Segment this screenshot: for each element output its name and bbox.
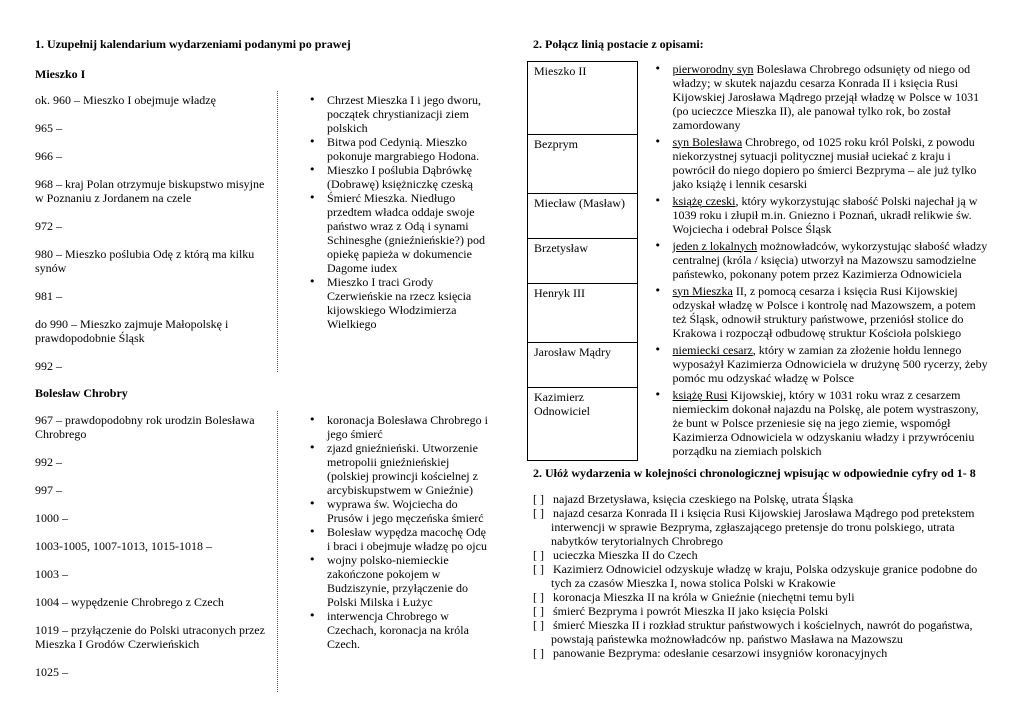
description-text: możnowładców, wykorzystując słabość władzy centralnej (króla / księcia) utworzył na Mazowszu samodzielne państewko, pokonany potem przez Kazimierza Odnowiciela xyxy=(672,238,988,281)
order-number-box[interactable]: [ ] xyxy=(533,646,544,660)
order-item-text: koronacja Mieszka II na króla w Gnieźnie (niechętni temu byli xyxy=(553,590,855,604)
order-item xyxy=(533,562,1003,590)
event-item: • wyprawa św. Wojciecha do Prusów i jego męczeńska śmierć xyxy=(305,497,490,525)
matching-table xyxy=(527,61,991,461)
divider xyxy=(277,91,278,372)
order-number-box[interactable]: [ ] xyxy=(533,506,544,520)
date-entry: 966 – xyxy=(35,149,62,163)
date-entry: 981 – xyxy=(35,289,62,303)
order-item-text: najazd cesarza Konrada II i księcia Rusi Kijowskiej Jarosława Mądrego pod pretekstem xyxy=(553,506,975,520)
event-item: • koronacja Bolesława Chrobrego i jego śmierć xyxy=(305,413,490,441)
description xyxy=(645,284,991,343)
order-item-text: śmierć Bezpryma i powrót Mieszka II jako księcia Polski xyxy=(553,604,829,618)
description-key: syn Bolesława xyxy=(672,134,743,149)
order-number-box[interactable]: [ ] xyxy=(533,590,544,604)
character-name: Henryk III xyxy=(528,284,638,343)
order-item xyxy=(533,590,1003,604)
order-number-box[interactable]: [ ] xyxy=(533,618,544,632)
description-text: Bolesława Chrobrego odsunięty od niego od władzy; w skutek najazdu cesarza Konrada II i księcia Rusi Kijowskiej Jarosława Mądrego przejął władzę w Polsce w 1031 (po ucieczce Mieszka II), ale panował tylko rok, bo został zamordowany xyxy=(672,61,980,132)
description-key: książę Rusi xyxy=(672,387,728,402)
event-item: • Śmierć Mieszka. Niedługo przedtem władca oddaje swoje państwo wraz z Odą i synami Schinesghe (gnieźnieńskie?) pod opiekę papieża w dokumencie Dagome iudex xyxy=(305,191,490,275)
order-item xyxy=(533,548,1003,562)
order-number-box[interactable]: [ ] xyxy=(533,562,544,576)
date-entry: 967 – prawdopodobny rok urodzin Bolesława Chrobrego xyxy=(35,413,255,441)
order-item xyxy=(533,618,1003,646)
event-item: • Bitwa pod Cedynią. Mieszko pokonuje margrabiego Hodona. xyxy=(305,135,490,163)
character-name: Miecław (Masław) xyxy=(528,194,638,239)
description xyxy=(645,388,991,461)
event-item: • interwencja Chrobrego w Czechach, koronacja na króla Czech. xyxy=(305,609,490,651)
event-item: • Chrzest Mieszka I i jego dworu, początek chrystianizacji ziem polskich xyxy=(305,93,490,135)
date-entry: 997 – xyxy=(35,483,62,497)
mieszko-events xyxy=(305,93,490,331)
order-item-text: panowanie Bezpryma: odesłanie cesarzowi insygniów koronacyjnych xyxy=(553,646,888,660)
event-item: • Bolesław wypędza macochę Odę i braci i obejmuje władzę po ojcu xyxy=(305,525,490,553)
description-text: , który wykorzystując słabość Polski najechał ją w 1039 roku i złupił m.in. Gniezno i Poznań, ukradł relikwie św. Wojciecha i odebrał Polsce Śląsk xyxy=(672,193,978,236)
description-key: syn Mieszka xyxy=(672,283,733,298)
section2-heading: 2. Połącz linią postacie z opisami: xyxy=(533,37,704,51)
order-item xyxy=(533,646,1003,660)
order-item-continuation: powstają państewka możnowładców np. państwo Masława na Mazowszu xyxy=(551,632,903,646)
description-text: , który w zamian za złożenie hołdu lennego wyposażył Kazimierza Odnowiciela w drużynę 500 rycerzy, żeby pomóc mu odzyskać władzę w Polsce xyxy=(672,342,988,385)
description-key: niemiecki cesarz xyxy=(672,342,753,357)
character-name: Kazimierz Odnowiciel xyxy=(528,388,638,461)
order-item xyxy=(533,604,1003,618)
date-entry: 968 – kraj Polan otrzymuje biskupstwo misyjne w Poznaniu z Jordanem na czele xyxy=(35,177,265,205)
order-item-text: najazd Brzetysława, księcia czeskiego na Polskę, utrata Śląska xyxy=(553,492,854,506)
order-item-text: śmierć Mieszka II i rozkład struktur państwowych i kościelnych, nawrót do pogaństwa, xyxy=(553,618,973,632)
order-item-continuation: interwencji w sprawie Bezpryma, zgłaszającego pretensje do tronu polskiego, utrata xyxy=(551,520,955,534)
divider xyxy=(277,411,278,692)
event-item: • Mieszko I poślubia Dąbrówkę (Dobrawę) księżniczkę czeską xyxy=(305,163,490,191)
section1-heading: 1. Uzupełnij kalendarium wydarzeniami podanymi po prawej xyxy=(35,37,351,51)
description-text: Chrobrego, od 1025 roku król Polski, z powodu niekorzystnej sytuacji politycznej musiał uciekać z kraju i powrócił do niego dopiero po śmierci Bezpryma – ale już tylko jako książę i lennik cesarski xyxy=(672,134,977,191)
date-entry: 1019 – przyłączenie do Polski utraconych przez Mieszka I Grodów Czerwieńskich xyxy=(35,623,265,651)
order-item-continuation: nabytków terytorialnych Chrobrego xyxy=(551,534,723,548)
mieszko-title: Mieszko I xyxy=(35,67,86,81)
description xyxy=(645,194,991,239)
date-entry: 1025 – xyxy=(35,665,68,679)
event-item: • zjazd gnieźnieński. Utworzenie metropolii gnieźnieńskiej (polskiej prowincji kościelnej z arcybiskupstwem w Gnieźnie) xyxy=(305,441,490,497)
order-heading: 2. Ułóż wydarzenia w kolejności chronologicznej wpisując w odpowiednie cyfry od 1- 8 xyxy=(533,466,976,480)
date-entry: 972 – xyxy=(35,219,62,233)
order-item-continuation: tych za czasów Mieszka I, nowa stolica Polski w Krakowie xyxy=(551,576,836,590)
event-item: • Mieszko I traci Grody Czerwieńskie na rzecz księcia kijowskiego Włodzimierza Wielkiego xyxy=(305,275,490,331)
order-list xyxy=(533,492,1003,660)
date-entry: ok. 960 – Mieszko I obejmuje władzę xyxy=(35,93,216,107)
boleslaw-title: Bolesław Chrobry xyxy=(35,386,128,400)
date-entry: 992 – xyxy=(35,455,62,469)
date-entry: do 990 – Mieszko zajmuje Małopolskę i prawdopodobnie Śląsk xyxy=(35,317,229,345)
date-entry: 1004 – wypędzenie Chrobrego z Czech xyxy=(35,595,224,609)
order-item xyxy=(533,492,1003,506)
date-entry: 1003 – xyxy=(35,567,68,581)
character-name: Mieszko II xyxy=(528,62,638,135)
description-text: II, z pomocą cesarza i księcia Rusi Kijowskiej odzyskał władzę w Polsce i kontrolę nad Mazowszem, a potem też Śląsk, odnowił struktury państwowe, przeniósł stolice do Krakowa i rozpoczął odbudowę struktur Kościoła polskiego xyxy=(672,283,976,340)
description-text: Kijowskiej, który w 1031 roku wraz z cesarzem niemieckim dokonał najazdu na Polskę, ale potem wystraszony, że bunt w Polsce przeniesie się na jego ziemie, wspomógł Kazimierza Odnowiciela w odzyskaniu władzy i przywróceniu porządku na ziemiach polskich xyxy=(672,387,979,458)
description-key: książę czeski xyxy=(672,193,736,208)
date-entry: 980 – Mieszko poślubia Odę z którą ma kilku synów xyxy=(35,247,255,275)
event-item: • wojny polsko-niemieckie zakończone pokojem w Budziszynie, przyłączenie do Polski Milska i Łużyc xyxy=(305,553,490,609)
boleslaw-events xyxy=(305,413,490,651)
date-entry: 965 – xyxy=(35,121,62,135)
character-name: Bezprym xyxy=(528,135,638,194)
order-number-box[interactable]: [ ] xyxy=(533,604,544,618)
date-entry: 992 – xyxy=(35,359,62,373)
date-entry: 1000 – xyxy=(35,511,68,525)
order-item-text: ucieczka Mieszka II do Czech xyxy=(553,548,698,562)
description-key: pierworodny syn xyxy=(672,61,754,76)
order-item-text: Kazimierz Odnowiciel odzyskuje władzę w kraju, Polska odzyskuje granice podobne do xyxy=(553,562,978,576)
character-name: Brzetysław xyxy=(528,239,638,284)
order-number-box[interactable]: [ ] xyxy=(533,492,544,506)
description xyxy=(645,239,991,284)
description-key: jeden z lokalnych xyxy=(672,238,758,253)
description xyxy=(645,343,991,388)
order-number-box[interactable]: [ ] xyxy=(533,548,544,562)
character-name: Jarosław Mądry xyxy=(528,343,638,388)
order-item xyxy=(533,506,1003,548)
date-entry: 1003-1005, 1007-1013, 1015-1018 – xyxy=(35,539,212,553)
description xyxy=(645,135,991,194)
description xyxy=(645,62,991,135)
